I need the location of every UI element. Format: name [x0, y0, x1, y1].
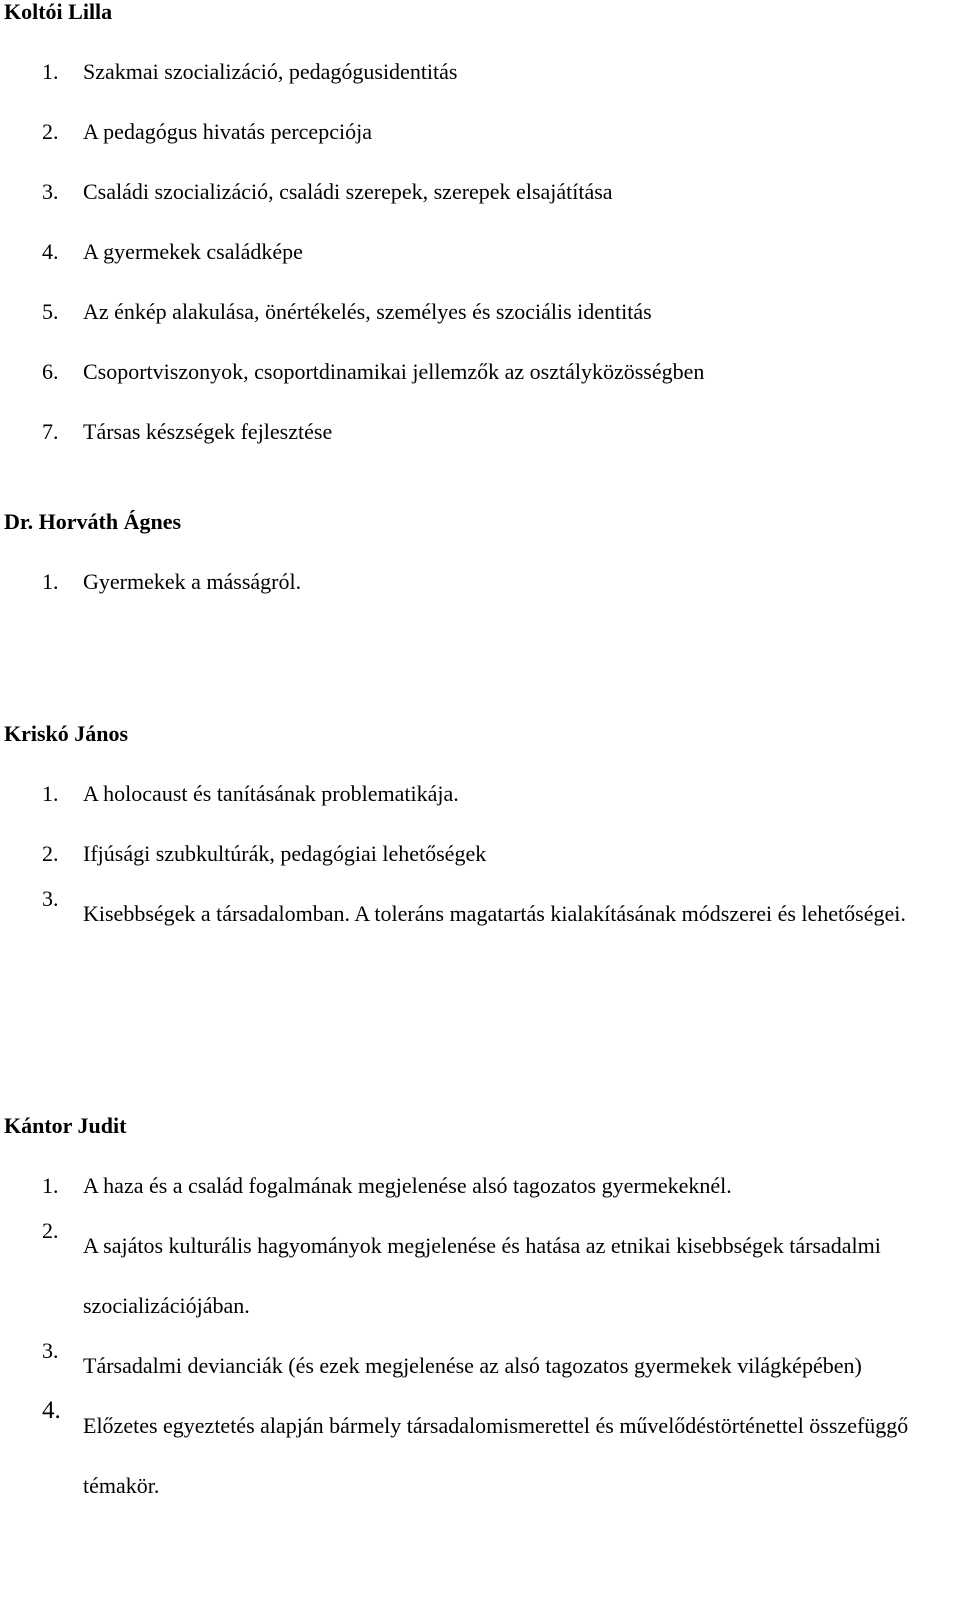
topic-list	[4, 567, 954, 597]
item-number: 1.	[42, 59, 59, 84]
section-koltoi-lilla	[4, 0, 954, 447]
item-text: Az énkép alakulása, önértékelés, személyes és szociális identitás	[83, 299, 652, 324]
item-number: 2.	[42, 1218, 59, 1243]
item-text: A gyermekek családképe	[83, 239, 303, 264]
item-text: A pedagógus hivatás percepciója	[83, 119, 372, 144]
item-text: Csoportviszonyok, csoportdinamikai jellemzők az osztályközösségben	[83, 359, 705, 384]
list-item	[4, 297, 943, 327]
item-number: 1.	[42, 781, 59, 806]
list-item	[4, 1396, 943, 1516]
item-text: Családi szocializáció, családi szerepek, szerepek elsajátítása	[83, 179, 613, 204]
section-kantor-judit	[4, 1111, 954, 1516]
item-number: 6.	[42, 359, 59, 384]
item-text: Gyermekek a másságról.	[83, 569, 302, 594]
item-number: 4.	[42, 239, 59, 264]
item-text: Ifjúsági szubkultúrák, pedagógiai lehetőségek	[83, 841, 487, 866]
list-item	[4, 1216, 943, 1336]
section-horvath-agnes	[4, 507, 954, 597]
list-item	[4, 117, 943, 147]
topic-list	[4, 57, 954, 447]
item-text: Előzetes egyeztetés alapján bármely társadalomismerettel és művelődéstörténettel összefüggő témakör.	[83, 1413, 909, 1498]
list-item	[4, 357, 943, 387]
list-item	[4, 839, 943, 869]
section-heading: Dr. Horváth Ágnes	[4, 509, 182, 534]
item-number: 2.	[42, 841, 59, 866]
item-text: A haza és a család fogalmának megjelenése alsó tagozatos gyermekeknél.	[83, 1173, 732, 1198]
item-number: 3.	[42, 1338, 59, 1363]
item-text: A holocaust és tanításának problematikája.	[83, 781, 459, 806]
item-text: A sajátos kulturális hagyományok megjelenése és hatása az etnikai kisebbségek társadalmi szocializációjában.	[83, 1233, 881, 1318]
section-krisko-janos	[4, 719, 954, 944]
list-item	[4, 237, 943, 267]
list-item	[4, 1171, 943, 1201]
list-item	[4, 567, 943, 597]
list-item	[4, 884, 953, 944]
list-item	[4, 779, 943, 809]
section-heading: Kántor Judit	[4, 1113, 127, 1138]
list-item	[4, 57, 943, 87]
item-number: 2.	[42, 119, 59, 144]
section-heading: Koltói Lilla	[4, 0, 113, 24]
item-number: 1.	[42, 1173, 59, 1198]
item-text: Szakmai szocializáció, pedagógusidentitás	[83, 59, 458, 84]
item-number: 3.	[42, 179, 59, 204]
list-item	[4, 1336, 943, 1396]
item-number: 4.	[42, 1397, 61, 1424]
topic-list	[4, 1171, 954, 1516]
item-number: 7.	[42, 419, 59, 444]
item-number: 3.	[42, 886, 59, 911]
section-heading: Kriskó János	[4, 721, 129, 746]
item-number: 1.	[42, 569, 59, 594]
item-text: Társas készségek fejlesztése	[83, 419, 333, 444]
list-item	[4, 417, 943, 447]
list-item	[4, 177, 943, 207]
topic-list	[4, 779, 954, 944]
item-text: Társadalmi devianciák (és ezek megjelenése az alsó tagozatos gyermekek világképében)	[83, 1353, 862, 1378]
item-text: Kisebbségek a társadalomban. A toleráns magatartás kialakításának módszerei és lehetőségei.	[83, 901, 906, 926]
item-number: 5.	[42, 299, 59, 324]
